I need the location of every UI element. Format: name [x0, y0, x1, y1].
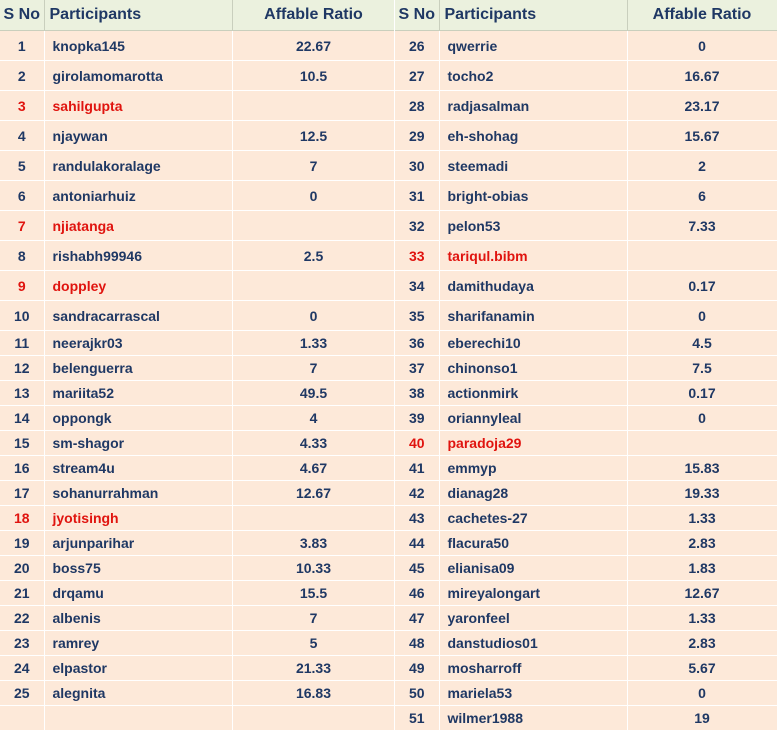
participant-name: neerajkr03 [44, 331, 232, 356]
affable-ratio: 1.33 [627, 506, 777, 531]
participant-name: flacura50 [439, 531, 627, 556]
affable-ratio: 0 [232, 301, 395, 331]
table-row [0, 121, 395, 151]
participant-name: boss75 [44, 556, 232, 581]
row-sno: 36 [395, 331, 439, 356]
participant-name: rishabh99946 [44, 241, 232, 271]
participant-name: sm-shagor [44, 431, 232, 456]
row-sno: 20 [0, 556, 44, 581]
row-sno: 22 [0, 606, 44, 631]
row-sno: 50 [395, 681, 439, 706]
affable-ratio: 2.83 [627, 631, 777, 656]
affable-ratio: 19 [627, 706, 777, 731]
participant-name: mosharroff [439, 656, 627, 681]
participant-name: mariela53 [439, 681, 627, 706]
table-row [395, 706, 777, 731]
header-row [0, 0, 395, 31]
table-row [0, 581, 395, 606]
participant-name: sohanurrahman [44, 481, 232, 506]
affable-ratio: 10.5 [232, 61, 395, 91]
table-row [395, 91, 777, 121]
affable-ratio: 4.33 [232, 431, 395, 456]
table-row [395, 301, 777, 331]
affable-ratio: 0 [627, 406, 777, 431]
table-row [395, 381, 777, 406]
table-row [395, 656, 777, 681]
table-row [0, 91, 395, 121]
affable-ratio [627, 431, 777, 456]
table-row [0, 531, 395, 556]
participant-name: njiatanga [44, 211, 232, 241]
row-sno: 42 [395, 481, 439, 506]
table-row [395, 606, 777, 631]
row-sno: 19 [0, 531, 44, 556]
column-header-sno: S No [0, 0, 44, 31]
column-header-affable-ratio: Affable Ratio [232, 0, 395, 31]
row-sno: 40 [395, 431, 439, 456]
table-row [395, 331, 777, 356]
participant-name: bright-obias [439, 181, 627, 211]
participant-name: mireyalongart [439, 581, 627, 606]
participant-name: antoniarhuiz [44, 181, 232, 211]
table-row [0, 681, 395, 706]
affable-ratio: 0.17 [627, 271, 777, 301]
table-row [0, 61, 395, 91]
participant-name: yaronfeel [439, 606, 627, 631]
affable-ratio [232, 271, 395, 301]
row-sno: 6 [0, 181, 44, 211]
participant-name: wilmer1988 [439, 706, 627, 731]
row-sno: 29 [395, 121, 439, 151]
participant-name: pelon53 [439, 211, 627, 241]
participant-name: jyotisingh [44, 506, 232, 531]
row-sno: 38 [395, 381, 439, 406]
table-row [0, 631, 395, 656]
row-sno: 33 [395, 241, 439, 271]
row-sno: 47 [395, 606, 439, 631]
participant-name: ramrey [44, 631, 232, 656]
row-sno: 10 [0, 301, 44, 331]
affable-ratio: 7 [232, 356, 395, 381]
affable-ratio [232, 506, 395, 531]
row-sno: 1 [0, 31, 44, 61]
table-row [0, 301, 395, 331]
table-row [395, 356, 777, 381]
table-row [0, 211, 395, 241]
row-sno: 51 [395, 706, 439, 731]
table-row [395, 181, 777, 211]
table-row [0, 151, 395, 181]
participant-name: elianisa09 [439, 556, 627, 581]
participant-name: emmyp [439, 456, 627, 481]
participant-name: oppongk [44, 406, 232, 431]
row-sno: 32 [395, 211, 439, 241]
table-row [395, 581, 777, 606]
participant-name: albenis [44, 606, 232, 631]
affable-ratio: 0 [627, 31, 777, 61]
table-row [0, 356, 395, 381]
affable-ratio: 0 [627, 681, 777, 706]
affable-ratio: 7.5 [627, 356, 777, 381]
participant-name: elpastor [44, 656, 232, 681]
row-sno: 14 [0, 406, 44, 431]
participant-name: sharifanamin [439, 301, 627, 331]
table-row [395, 531, 777, 556]
affable-ratio: 3.83 [232, 531, 395, 556]
row-sno: 2 [0, 61, 44, 91]
table-row [0, 31, 395, 61]
affable-ratio: 7 [232, 606, 395, 631]
participant-name: qwerrie [439, 31, 627, 61]
participant-name: danstudios01 [439, 631, 627, 656]
participant-name: drqamu [44, 581, 232, 606]
row-sno: 44 [395, 531, 439, 556]
affable-ratio: 5 [232, 631, 395, 656]
affable-ratio: 1.33 [627, 606, 777, 631]
affable-ratio: 12.67 [627, 581, 777, 606]
table-row [395, 61, 777, 91]
participants-table-right [395, 0, 777, 731]
row-sno: 3 [0, 91, 44, 121]
table-row [0, 481, 395, 506]
affable-ratio: 49.5 [232, 381, 395, 406]
affable-ratio: 21.33 [232, 656, 395, 681]
table-row [0, 271, 395, 301]
affable-ratio: 0 [627, 301, 777, 331]
affable-ratio: 15.5 [232, 581, 395, 606]
participant-name: oriannyleal [439, 406, 627, 431]
participant-name: sahilgupta [44, 91, 232, 121]
row-sno: 46 [395, 581, 439, 606]
affable-ratio: 5.67 [627, 656, 777, 681]
participant-name: tocho2 [439, 61, 627, 91]
participant-name: actionmirk [439, 381, 627, 406]
column-header-participants: Participants [439, 0, 627, 31]
participant-name: sandracarrascal [44, 301, 232, 331]
participant-name: steemadi [439, 151, 627, 181]
row-sno: 48 [395, 631, 439, 656]
participant-name: eh-shohag [439, 121, 627, 151]
column-header-affable-ratio: Affable Ratio [627, 0, 777, 31]
table-row [395, 431, 777, 456]
row-sno: 26 [395, 31, 439, 61]
affable-ratio: 1.83 [627, 556, 777, 581]
participant-name: stream4u [44, 456, 232, 481]
header-row [395, 0, 777, 31]
affable-ratio: 4 [232, 406, 395, 431]
table-row [395, 271, 777, 301]
affable-ratio: 23.17 [627, 91, 777, 121]
table-row [395, 406, 777, 431]
affable-ratio: 4.67 [232, 456, 395, 481]
table-row [0, 331, 395, 356]
table-row [0, 431, 395, 456]
affable-ratio [232, 211, 395, 241]
row-sno: 15 [0, 431, 44, 456]
table-row [395, 506, 777, 531]
row-sno: 28 [395, 91, 439, 121]
table-row [395, 681, 777, 706]
participant-name: arjunparihar [44, 531, 232, 556]
participant-name: eberechi10 [439, 331, 627, 356]
table-row [0, 241, 395, 271]
table-row [395, 631, 777, 656]
participant-name: mariita52 [44, 381, 232, 406]
row-sno: 4 [0, 121, 44, 151]
table-row [395, 121, 777, 151]
affable-ratio: 0.17 [627, 381, 777, 406]
row-sno: 17 [0, 481, 44, 506]
participant-name: belenguerra [44, 356, 232, 381]
row-sno: 39 [395, 406, 439, 431]
affable-ratio: 7 [232, 151, 395, 181]
affable-ratio [232, 91, 395, 121]
participant-name: alegnita [44, 681, 232, 706]
affable-ratio [627, 241, 777, 271]
row-sno: 18 [0, 506, 44, 531]
table-row [395, 151, 777, 181]
row-sno: 37 [395, 356, 439, 381]
participant-name: knopka145 [44, 31, 232, 61]
affable-ratio: 16.83 [232, 681, 395, 706]
empty-row [0, 706, 395, 731]
affable-ratio: 12.67 [232, 481, 395, 506]
table-row [395, 31, 777, 61]
affable-ratio: 1.33 [232, 331, 395, 356]
row-sno: 49 [395, 656, 439, 681]
row-sno: 9 [0, 271, 44, 301]
row-sno: 41 [395, 456, 439, 481]
affable-ratio: 2.5 [232, 241, 395, 271]
table-row [0, 656, 395, 681]
table-row [395, 456, 777, 481]
row-sno: 30 [395, 151, 439, 181]
row-sno: 12 [0, 356, 44, 381]
affable-ratio: 2 [627, 151, 777, 181]
affable-ratio: 19.33 [627, 481, 777, 506]
row-sno: 21 [0, 581, 44, 606]
participant-name: dianag28 [439, 481, 627, 506]
table-row [0, 506, 395, 531]
affable-ratio: 4.5 [627, 331, 777, 356]
participant-name: girolamomarotta [44, 61, 232, 91]
column-header-participants: Participants [44, 0, 232, 31]
table-row [0, 556, 395, 581]
empty-cell [44, 706, 232, 731]
participant-name: cachetes-27 [439, 506, 627, 531]
affable-ratio: 22.67 [232, 31, 395, 61]
affable-ratio: 10.33 [232, 556, 395, 581]
column-header-sno: S No [395, 0, 439, 31]
affable-ratio: 16.67 [627, 61, 777, 91]
row-sno: 7 [0, 211, 44, 241]
participant-name: tariqul.bibm [439, 241, 627, 271]
participant-name: doppley [44, 271, 232, 301]
affable-ratio: 15.67 [627, 121, 777, 151]
table-row [0, 406, 395, 431]
table-row [395, 481, 777, 506]
table-row [395, 241, 777, 271]
row-sno: 43 [395, 506, 439, 531]
table-row [0, 456, 395, 481]
participant-name: radjasalman [439, 91, 627, 121]
row-sno: 31 [395, 181, 439, 211]
row-sno: 24 [0, 656, 44, 681]
affable-ratio: 12.5 [232, 121, 395, 151]
empty-cell [232, 706, 395, 731]
row-sno: 35 [395, 301, 439, 331]
table-row [0, 181, 395, 211]
affable-ratio: 6 [627, 181, 777, 211]
row-sno: 8 [0, 241, 44, 271]
row-sno: 11 [0, 331, 44, 356]
row-sno: 23 [0, 631, 44, 656]
participant-name: damithudaya [439, 271, 627, 301]
affable-ratio: 0 [232, 181, 395, 211]
row-sno: 25 [0, 681, 44, 706]
affable-ratio: 2.83 [627, 531, 777, 556]
participant-name: chinonso1 [439, 356, 627, 381]
empty-cell [0, 706, 44, 731]
table-row [0, 381, 395, 406]
affable-ratio: 15.83 [627, 456, 777, 481]
row-sno: 34 [395, 271, 439, 301]
affable-ratio: 7.33 [627, 211, 777, 241]
row-sno: 16 [0, 456, 44, 481]
table-row [395, 211, 777, 241]
row-sno: 27 [395, 61, 439, 91]
participant-name: njaywan [44, 121, 232, 151]
row-sno: 13 [0, 381, 44, 406]
row-sno: 5 [0, 151, 44, 181]
row-sno: 45 [395, 556, 439, 581]
participant-name: randulakoralage [44, 151, 232, 181]
participant-name: paradoja29 [439, 431, 627, 456]
table-row [0, 606, 395, 631]
table-row [395, 556, 777, 581]
